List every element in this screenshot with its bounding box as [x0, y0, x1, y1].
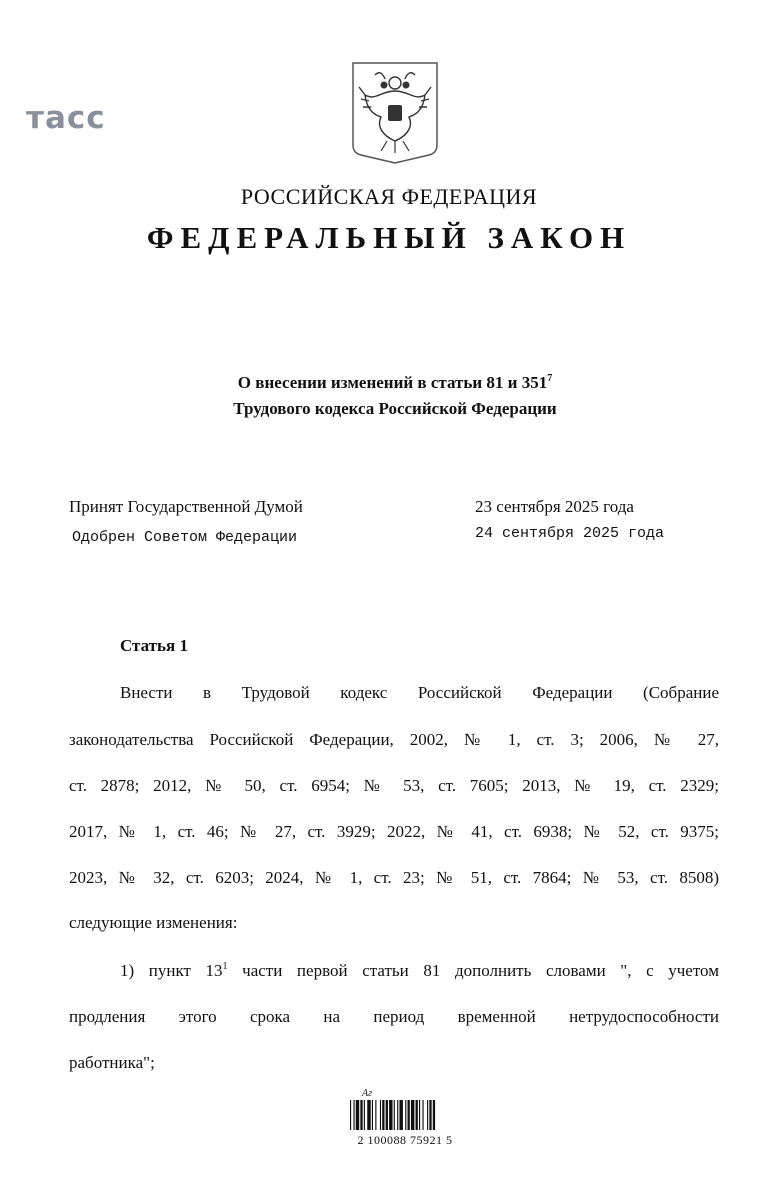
tass-watermark: тасс [26, 100, 106, 136]
document-barcode [340, 1088, 470, 1158]
country-name: РОССИЙСКАЯ ФЕДЕРАЦИЯ [240, 184, 538, 209]
duma-adoption-label: Принят Государственной Думой [69, 497, 303, 516]
article-text-line: следующие изменения: [69, 913, 238, 932]
document-type: ФЕДЕРАЛЬНЫЙ ЗАКОН [146, 220, 632, 255]
council-approval-date: 24 сентября 2025 года [475, 525, 665, 542]
article-text-line: 2017, № 1, ст. 46; № 27, ст. 3929; 2022, № 41, ст. 6938; № 52, ст. 9375; [69, 822, 719, 841]
law-title-line-2: Трудового кодекса Российской Федерации [233, 399, 557, 418]
item-1-line-3: работника"; [69, 1053, 155, 1072]
law-title-line-1 [0, 373, 778, 393]
item-1-suffix: части первой статьи 81 дополнить словами ", с учетом [227, 961, 719, 980]
item-1-line-2: продления этого срока на период временной нетрудоспособности [69, 1007, 719, 1026]
barcode-bars [350, 1100, 460, 1130]
item-1-superscript: 1 [222, 961, 228, 972]
coat-of-arms-emblem [351, 61, 439, 165]
barcode-number: 2 100088 75921 5 [357, 1133, 453, 1147]
article-text-line: 2023, № 32, ст. 6203; 2024, № 1, ст. 23; № 51, ст. 7864; № 53, ст. 8508) [69, 868, 719, 887]
law-title-text: О внесении изменений в статьи 81 и 351 [237, 373, 548, 392]
barcode-mark: Аг [362, 1088, 373, 1099]
law-title-superscript: 7 [547, 373, 553, 384]
article-text-line: Внести в Трудовой кодекс Российской Федерации (Собрание [120, 683, 719, 702]
article-heading: Статья 1 [120, 636, 188, 655]
article-text-line: ст. 2878; 2012, № 50, ст. 6954; № 53, ст. 7605; 2013, № 19, ст. 2329; [69, 776, 719, 795]
duma-adoption-date: 23 сентября 2025 года [475, 497, 634, 516]
item-1-line-1 [120, 961, 719, 981]
article-text-line: законодательства Российской Федерации, 2002, № 1, ст. 3; 2006, № 27, [69, 730, 719, 749]
item-1-prefix: 1) пункт 13 [120, 961, 223, 980]
council-approval-label: Одобрен Советом Федерации [72, 529, 298, 546]
